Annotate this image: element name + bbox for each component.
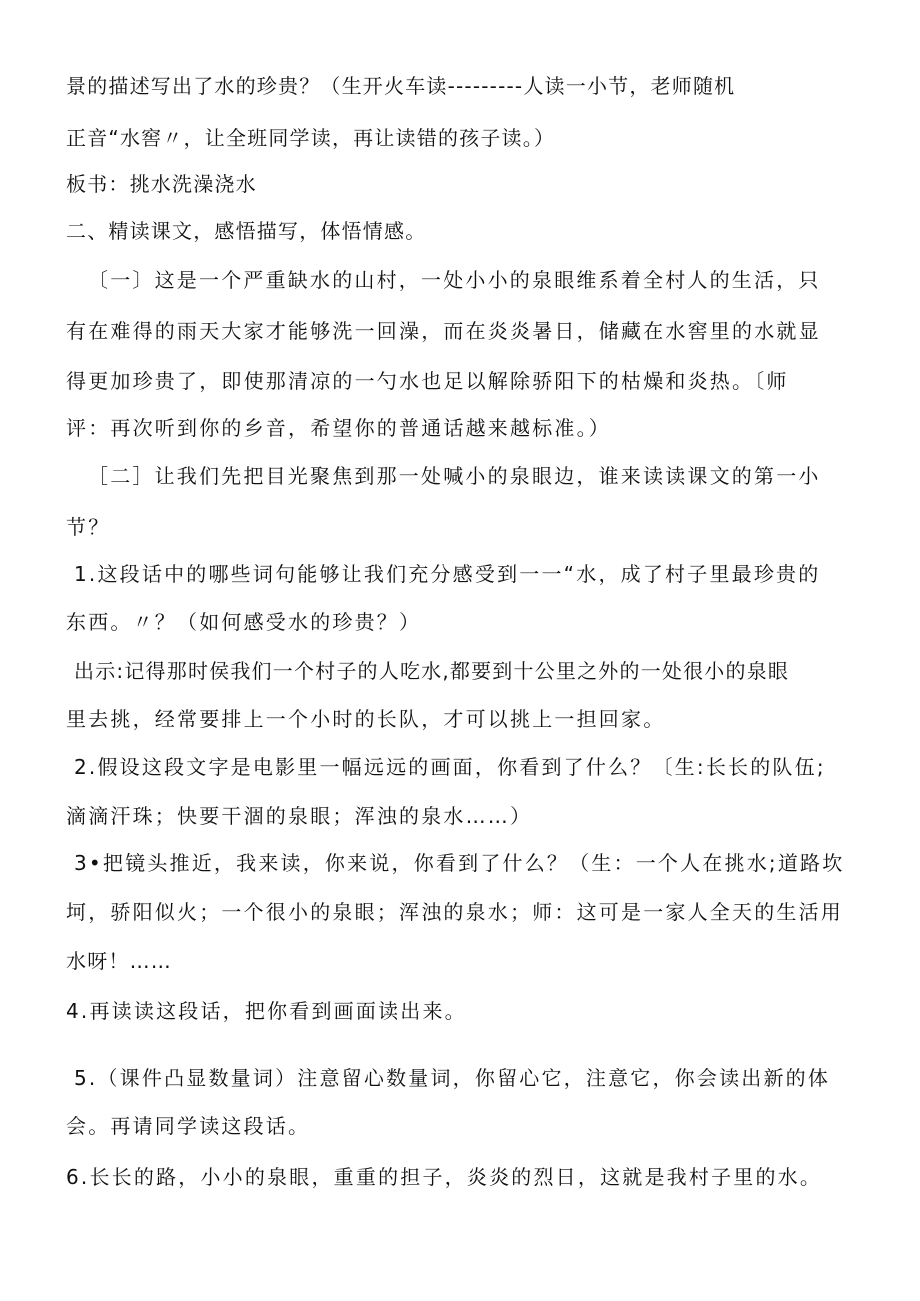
text-line: 评：再次听到你的乡音，希望你的普通话越来越标准。） [66, 416, 611, 440]
text-line: 节？ [66, 515, 111, 539]
text-line: 东西。〃？（如何感受水的珍贵？） [66, 610, 422, 634]
section-heading: 二、精读课文，感悟描写，体悟情感。 [66, 219, 427, 243]
text-line: 滴滴汗珠；快要干涸的泉眼；浑浊的泉水……） [66, 804, 533, 828]
list-item: 5.（课件凸显数量词）注意留心数量词，你留心它，注意它，你会读出新的体 [74, 1066, 831, 1090]
text-line: 得更加珍贵了，即使那清凉的一勺水也足以解除骄阳下的枯燥和炎热。〔师 [66, 369, 789, 393]
text-line: 里去挑，经常要排上一个小时的长队，才可以挑上一担回家。 [66, 707, 666, 731]
text-line: 〔一〕这是一个严重缺水的山村，一处小小的泉眼维系着全村人的生活，只 [88, 268, 821, 292]
text-line: 出示:记得那时侯我们一个村子的人吃水,都要到十公里之外的一处很小的泉眼 [74, 659, 790, 683]
text-line: ［二］让我们先把目光聚焦到那一处喊小的泉眼边，谁来读读课文的第一小 [88, 464, 821, 488]
list-item: 4.再读读这段话，把你看到画面读出来。 [66, 999, 467, 1023]
list-item: 3•把镜头推近，我来读，你来说，你看到了什么？（生：一个人在挑水;道路坎 [74, 851, 845, 875]
text-line: 有在难得的雨天大家才能够洗一回澡，而在炎炎暑日，储藏在水窖里的水就显 [66, 319, 821, 343]
text-line: 水呀！…… [66, 949, 172, 973]
text-line: 会。再请同学读这段话。 [66, 1114, 311, 1138]
list-item: 6.长长的路，小小的泉眼，重重的担子，炎炎的烈日，这就是我村子里的水。 [66, 1165, 823, 1189]
list-item: 2.假设这段文字是电影里一幅远远的画面，你看到了什么？〔生:长长的队伍; [74, 755, 826, 779]
list-item: 1.这段话中的哪些词句能够让我们充分感受到一一“水，成了村子里最珍贵的 [74, 562, 821, 586]
text-line: 板书：挑水洗澡浇水 [66, 172, 257, 196]
text-line: 正音“水窖〃，让全班同学读，再让读错的孩子读。） [66, 126, 556, 150]
text-line: 坷，骄阳似火；一个很小的泉眼；浑浊的泉水；师：这可是一家人全天的生活用 [66, 900, 843, 924]
text-line: 景的描述写出了水的珍贵？（生开火车读---------人读一小节，老师随机 [66, 74, 736, 98]
